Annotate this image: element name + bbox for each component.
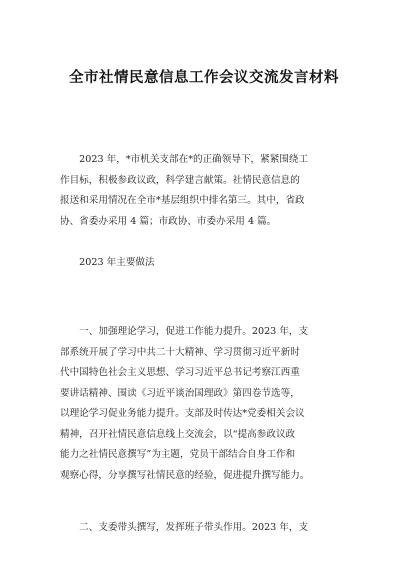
text-line: 要讲话精神、围读《习近平谈治国理政》第四卷节选等， [60, 387, 300, 399]
paragraph-intro [60, 150, 350, 232]
paragraph-committee-writing [60, 518, 350, 539]
document-title: 全市社情民意信息工作会议交流发言材料 [69, 70, 339, 86]
text-line: 以理论学习促业务能力提升。支部及时传达*党委相关会议 [60, 408, 305, 419]
text-line: 协、省委办采用 4 篇；市政协、市委办采用 4 篇。 [60, 215, 277, 227]
text-line: 报送和采用情况在全市*基层组织中排名第三。其中，省政 [60, 195, 305, 206]
text-line: 2023 年主要做法 [60, 257, 155, 268]
text-line: 精神，召开社情民意信息线上交流会，以“提高参政议政 [60, 428, 296, 440]
text-line: 二、支委带头撰写，发挥班子带头作用。2023 年，支 [60, 522, 309, 533]
text-line: 能力之社情民意撰写”为主题，党员干部结合自身工作和 [60, 449, 296, 460]
text-line: 作目标，积极参政议政，科学建言献策。社情民意信息的 [60, 174, 300, 186]
section-heading [60, 253, 350, 274]
text-line: 一、加强理论学习，促进工作能力提升。2023 年，支 [60, 326, 309, 337]
text-line: 代中国特色社会主义思想、学习习近平总书记考察江西重 [60, 367, 300, 378]
text-line: 部系统开展了学习中共二十大精神、学习贯彻习近平新时 [60, 346, 300, 358]
text-line: 2023 年，*市机关支部在*的正确领导下，紧紧围绕工 [60, 154, 309, 165]
paragraph-theory-study [60, 322, 350, 486]
text-line: 观察心得，分享撰写社情民意的经验，促进提升撰写能力。 [60, 469, 310, 481]
